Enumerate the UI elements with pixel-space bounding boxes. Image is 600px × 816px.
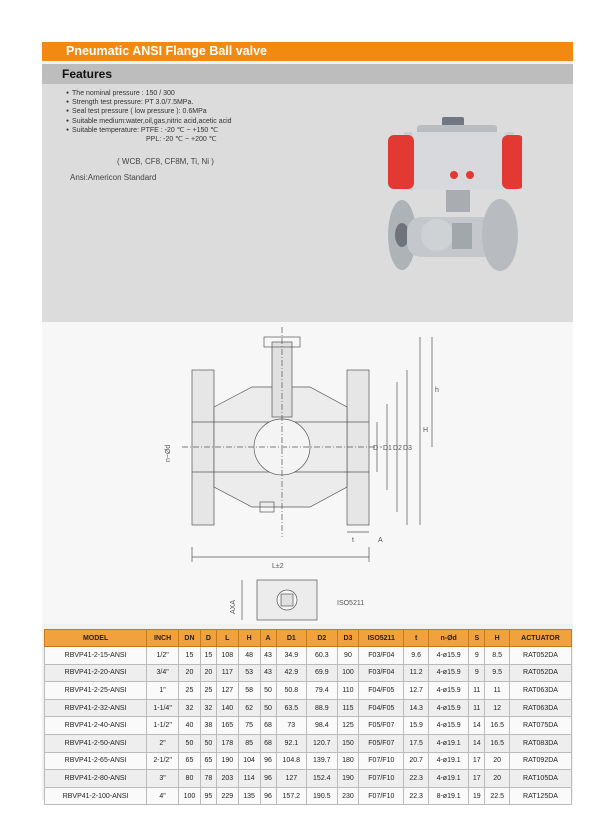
table-cell: F07/F10 [359,752,404,770]
table-cell: 78 [200,770,216,788]
table-cell: 104.8 [276,752,307,770]
table-cell: 9 [469,664,485,682]
dim-label-nd: n~Ød [165,444,172,462]
feature-item: ● Suitable temperature: PTFE : -20 ℃ ~ +150 ℃ [66,126,232,135]
features-heading: Features [42,64,573,84]
table-cell: 53 [238,664,260,682]
col-d2: D2 [307,630,338,647]
table-row [45,682,572,700]
table-cell: 4-ø19.1 [428,770,468,788]
table-cell: 20 [485,770,510,788]
table-cell: 14 [469,717,485,735]
table-cell: 62 [238,699,260,717]
table-cell: 4-ø15.9 [428,717,468,735]
table-row [45,699,572,717]
table-cell: 16.5 [485,717,510,735]
dim-label-h-lower: h [435,387,439,394]
table-cell: 4-ø15.9 [428,647,468,665]
table-cell: 14.3 [404,699,429,717]
table-cell: 90 [337,647,359,665]
dim-label-axa: AXA [230,599,237,614]
table-cell: 1-1/2" [147,717,179,735]
table-cell: 8.5 [485,647,510,665]
table-cell: 20 [485,752,510,770]
table-cell: 8-ø19.1 [428,787,468,805]
table-cell: 96 [260,787,276,805]
table-cell: 20 [179,664,201,682]
table-cell: 20.7 [404,752,429,770]
materials-list: ( WCB, CF8, CF8M, Ti, Ni ) [117,157,214,166]
table-cell: 17.5 [404,734,429,752]
table-cell: RBVP41-2-50-ANSI [45,734,147,752]
table-row [45,752,572,770]
feature-item: ● The nominal pressure : 150 / 300 [66,89,232,98]
table-cell: 4-ø19.1 [428,752,468,770]
table-cell: 4-ø15.9 [428,664,468,682]
col-inch: INCH [147,630,179,647]
table-cell: 15 [179,647,201,665]
table-cell: 96 [260,752,276,770]
table-cell: 127 [276,770,307,788]
table-cell: 15 [200,647,216,665]
table-cell: 48 [238,647,260,665]
catalog-page [42,42,573,800]
dim-label-h-upper: H [423,427,429,434]
table-cell: 2-1/2" [147,752,179,770]
table-cell: 88.9 [307,699,338,717]
table-cell: 1" [147,682,179,700]
table-cell: 190.5 [307,787,338,805]
table-cell: 157.2 [276,787,307,805]
table-cell: 9 [469,647,485,665]
table-cell: 3" [147,770,179,788]
dim-label-d: D [373,445,379,452]
dim-label-d3: D3 [403,445,412,452]
table-cell: 14 [469,734,485,752]
table-cell: 100 [179,787,201,805]
col-l: L [216,630,238,647]
table-cell: F03/F04 [359,647,404,665]
table-cell: 20 [200,664,216,682]
table-cell: 50 [179,734,201,752]
table-cell: 9.5 [485,664,510,682]
table-cell: RBVP41-2-25-ANSI [45,682,147,700]
table-cell: F05/F07 [359,717,404,735]
table-cell: 190 [216,752,238,770]
table-cell: 11 [469,682,485,700]
table-cell: 22.5 [485,787,510,805]
table-cell: 60.3 [307,647,338,665]
table-cell: 69.9 [307,664,338,682]
table-cell: 1/2" [147,647,179,665]
col-t: t [404,630,429,647]
table-cell: RAT075DA [510,717,572,735]
table-cell: F07/F10 [359,770,404,788]
table-cell: 96 [260,770,276,788]
table-cell: 180 [337,752,359,770]
table-cell: 68 [260,734,276,752]
table-cell: RAT083DA [510,734,572,752]
table-row [45,787,572,805]
table-row [45,647,572,665]
table-cell: 15.9 [404,717,429,735]
table-cell: F04/F05 [359,682,404,700]
table-cell: 120.7 [307,734,338,752]
table-cell: 3/4" [147,664,179,682]
table-cell: 4-ø15.9 [428,699,468,717]
col-actuator: ACTUATOR [510,630,572,647]
table-cell: 32 [200,699,216,717]
feature-ppl-temperature: PPL: -20 ℃ ~ +200 ℃ [146,136,217,143]
table-cell: 19 [469,787,485,805]
table-cell: 139.7 [307,752,338,770]
dim-label-d1: D1 [383,445,392,452]
table-cell: RAT063DA [510,682,572,700]
standard-note: Ansi:Americon Standard [70,173,157,182]
table-cell: 40 [179,717,201,735]
dim-label-iso: ISO5211 [337,600,365,607]
table-cell: RAT125DA [510,787,572,805]
table-cell: 50.8 [276,682,307,700]
features-list [66,89,232,135]
feature-item: ● Seal test pressure ( low pressure ): 0.6MPa [66,107,232,116]
table-cell: 22.3 [404,787,429,805]
table-cell: 65 [200,752,216,770]
table-cell: 50 [260,699,276,717]
table-cell: 140 [216,699,238,717]
col-h: H [238,630,260,647]
table-cell: 11 [469,699,485,717]
col-d3: D3 [337,630,359,647]
table-cell: 230 [337,787,359,805]
table-cell: 63.5 [276,699,307,717]
table-cell: 100 [337,664,359,682]
col-d: D [200,630,216,647]
col-iso5211: ISO5211 [359,630,404,647]
table-cell: 117 [216,664,238,682]
table-cell: 43 [260,664,276,682]
table-cell: 17 [469,752,485,770]
table-cell: 92.1 [276,734,307,752]
table-cell: 25 [179,682,201,700]
dim-label-l: L±2 [272,563,284,570]
page-title: Pneumatic ANSI Flange Ball valve [42,42,573,61]
table-cell: 4-ø19.1 [428,734,468,752]
table-cell: RBVP41-2-100-ANSI [45,787,147,805]
table-row [45,664,572,682]
table-cell: 25 [200,682,216,700]
table-header-row [45,630,572,647]
dim-label-a: A [378,537,383,544]
table-cell: 12.7 [404,682,429,700]
col-s: S [469,630,485,647]
col-dn: DN [179,630,201,647]
col-d1: D1 [276,630,307,647]
table-cell: 203 [216,770,238,788]
table-cell: 79.4 [307,682,338,700]
table-cell: 1-1/4" [147,699,179,717]
table-cell: 80 [179,770,201,788]
col-model: MODEL [45,630,147,647]
table-cell: 42.9 [276,664,307,682]
table-cell: 9.6 [404,647,429,665]
table-cell: 127 [216,682,238,700]
table-cell: 65 [179,752,201,770]
table-cell: 190 [337,770,359,788]
table-cell: RBVP41-2-65-ANSI [45,752,147,770]
dim-label-d2: D2 [393,445,402,452]
table-cell: 50 [200,734,216,752]
table-cell: 12 [485,699,510,717]
table-cell: 11 [485,682,510,700]
col-h2: H [485,630,510,647]
table-row [45,734,572,752]
table-cell: RBVP41-2-32-ANSI [45,699,147,717]
table-cell: 11.2 [404,664,429,682]
features-section [42,42,573,322]
table-cell: 17 [469,770,485,788]
table-cell: 165 [216,717,238,735]
spec-table-body [45,647,572,805]
table-cell: RAT105DA [510,770,572,788]
table-cell: RBVP41-2-80-ANSI [45,770,147,788]
col-n-d: n-Ød [428,630,468,647]
table-cell: 43 [260,647,276,665]
table-cell: F07/F10 [359,787,404,805]
table-cell: 68 [260,717,276,735]
table-cell: RBVP41-2-20-ANSI [45,664,147,682]
table-cell: RBVP41-2-40-ANSI [45,717,147,735]
table-cell: 16.5 [485,734,510,752]
table-cell: 4" [147,787,179,805]
table-cell: 34.9 [276,647,307,665]
table-cell: 229 [216,787,238,805]
table-cell: F05/F07 [359,734,404,752]
table-cell: 125 [337,717,359,735]
table-cell: 58 [238,682,260,700]
table-cell: 22.3 [404,770,429,788]
table-cell: F04/F05 [359,699,404,717]
table-cell: 32 [179,699,201,717]
table-cell: 2" [147,734,179,752]
table-cell: 38 [200,717,216,735]
table-cell: 114 [238,770,260,788]
spec-table [44,629,572,805]
table-cell: 95 [200,787,216,805]
table-cell: 73 [276,717,307,735]
table-cell: RAT052DA [510,664,572,682]
col-a: A [260,630,276,647]
table-cell: 150 [337,734,359,752]
table-cell: 104 [238,752,260,770]
table-cell: RAT063DA [510,699,572,717]
table-cell: 135 [238,787,260,805]
feature-item: ● Suitable medium:water,oil,gas,nitric acid,acetic acid [66,117,232,126]
technical-drawing [42,322,573,624]
table-cell: 4-ø15.9 [428,682,468,700]
table-cell: 98.4 [307,717,338,735]
table-cell: RAT052DA [510,647,572,665]
table-cell: 152.4 [307,770,338,788]
table-cell: 178 [216,734,238,752]
table-cell: 108 [216,647,238,665]
table-cell: RBVP41-2-15-ANSI [45,647,147,665]
table-cell: RAT092DA [510,752,572,770]
dim-label-t: t [352,537,354,544]
table-cell: 110 [337,682,359,700]
table-cell: 50 [260,682,276,700]
table-cell: 75 [238,717,260,735]
table-cell: F03/F04 [359,664,404,682]
table-cell: 115 [337,699,359,717]
feature-item: ● Strength test pressure: PT 3.0/7.5MPa. [66,98,232,107]
table-row [45,717,572,735]
table-cell: 85 [238,734,260,752]
table-row [45,770,572,788]
